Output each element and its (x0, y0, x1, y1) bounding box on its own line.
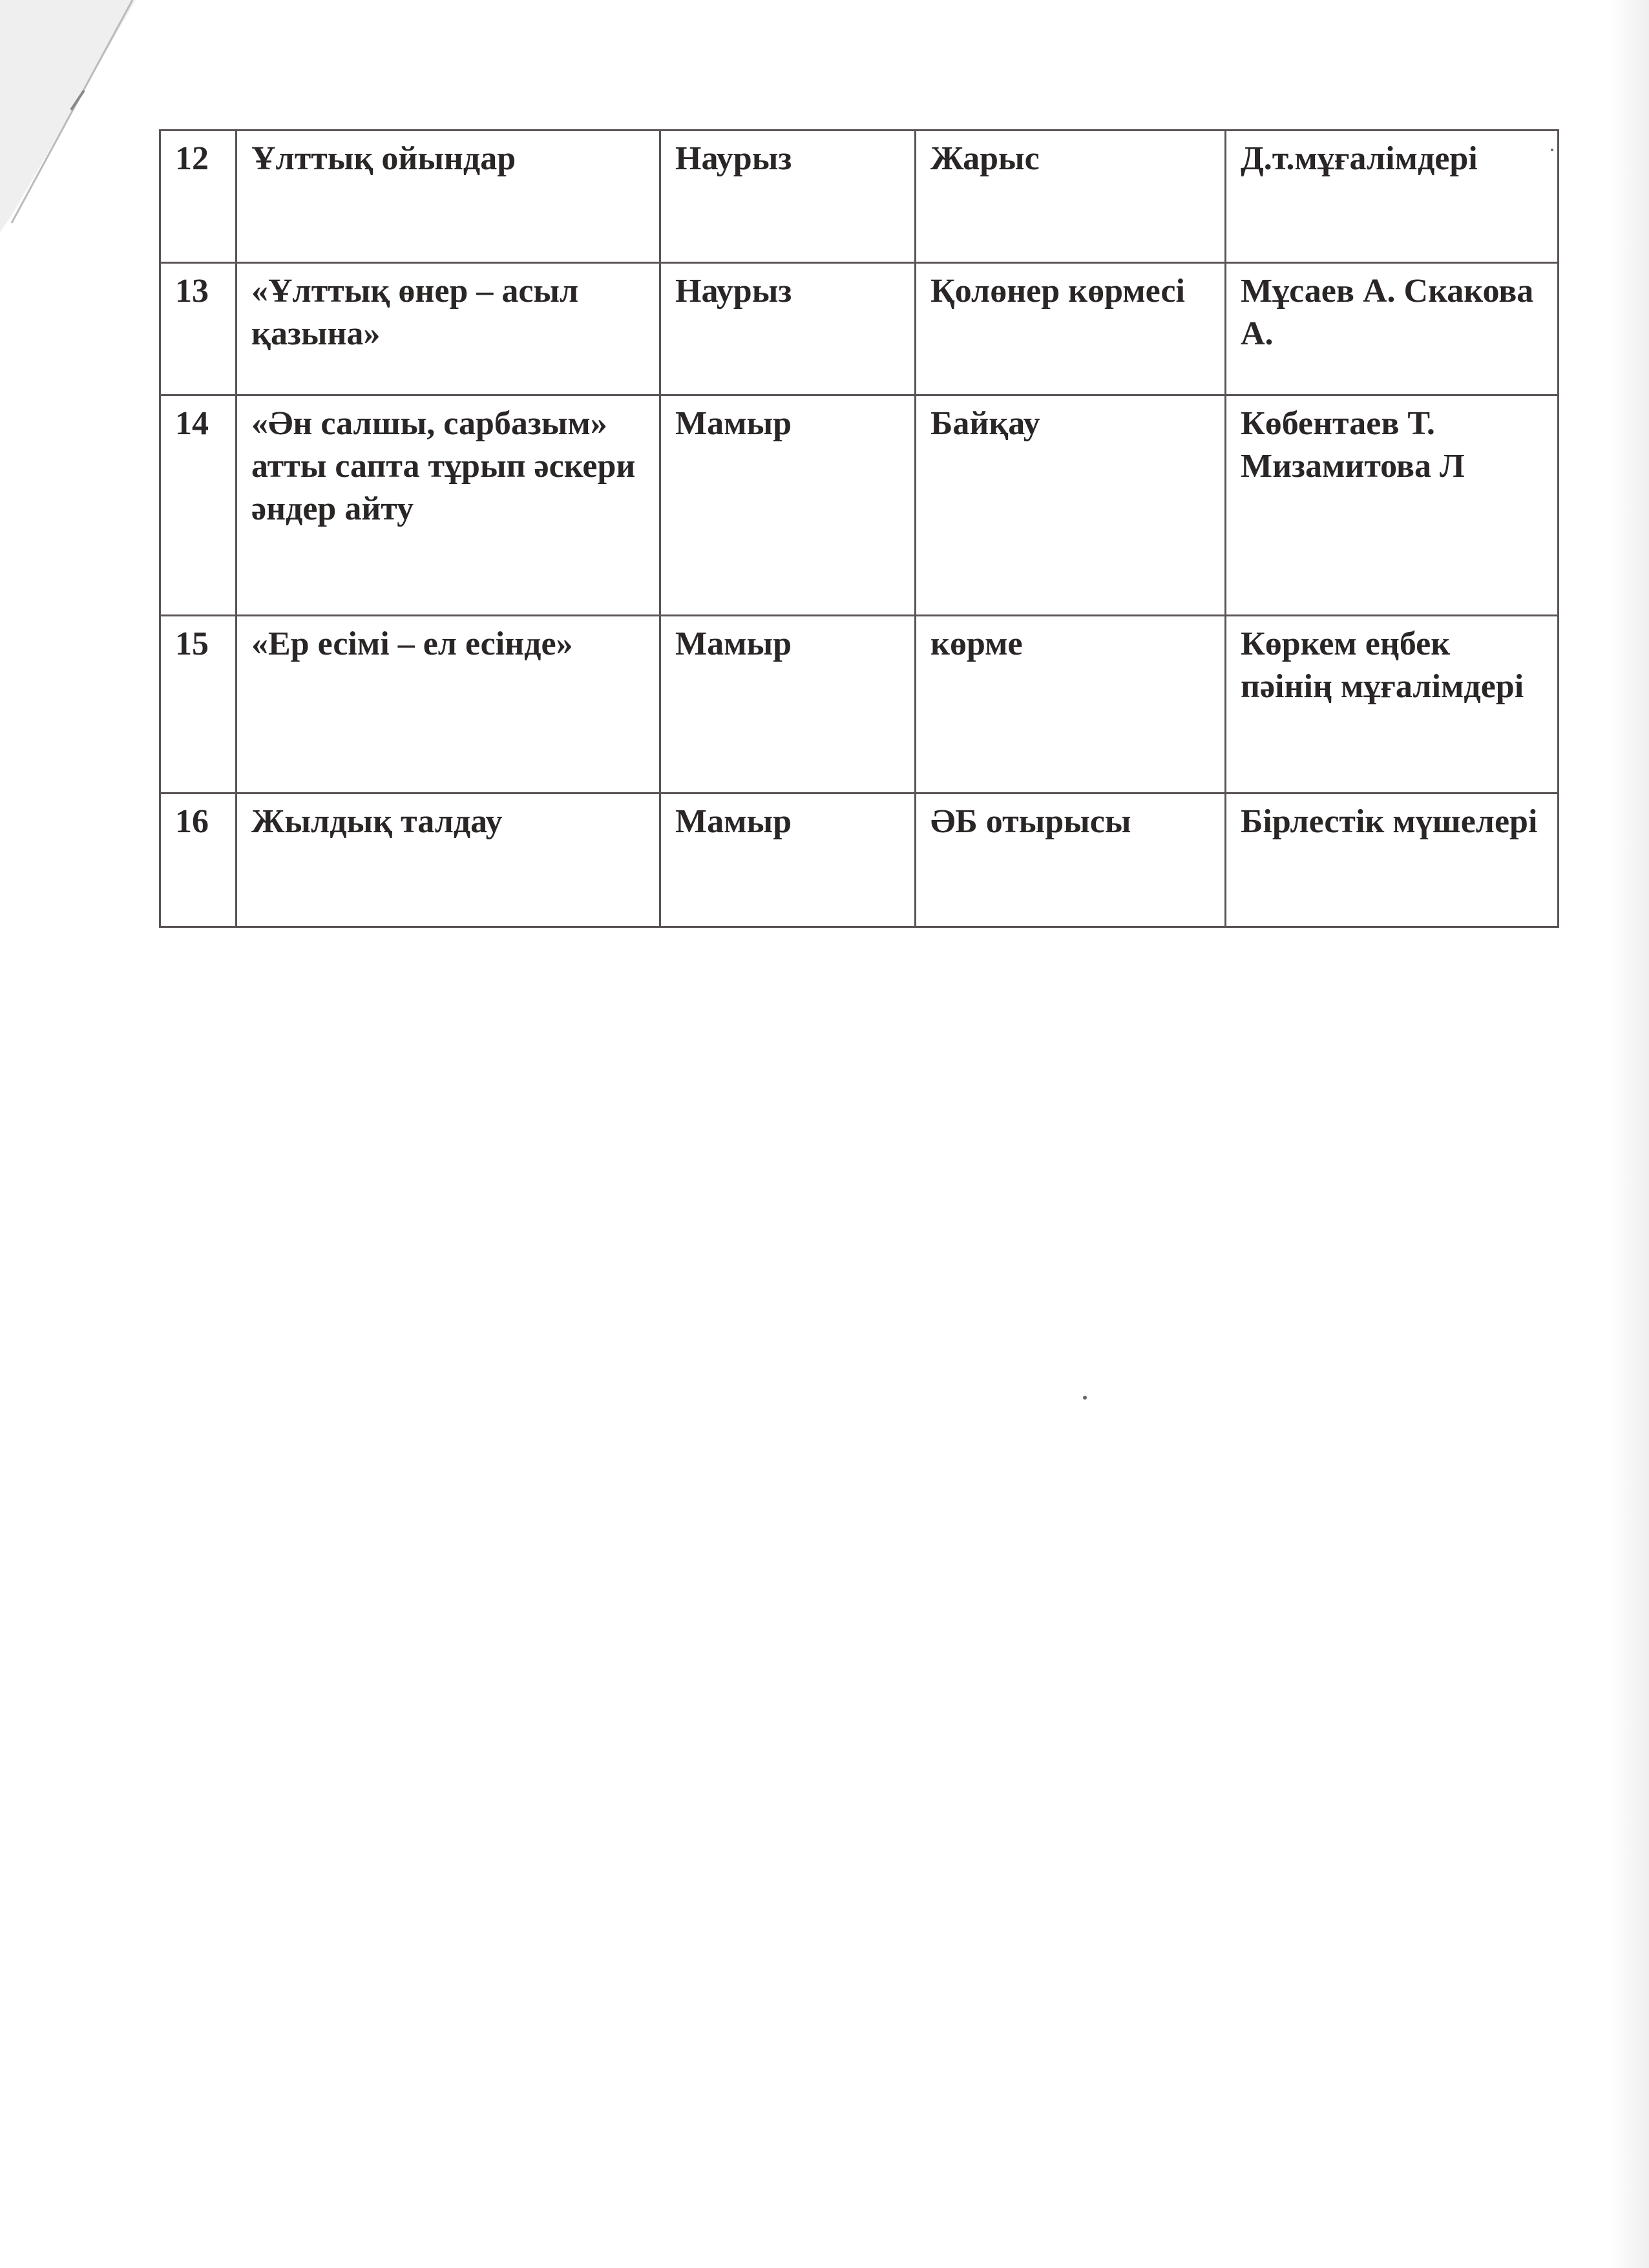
event-form: Қолөнер көрмесі (916, 263, 1226, 395)
scan-corner-shadow (0, 0, 168, 246)
event-form: Жарыс (916, 131, 1226, 263)
row-number: 13 (160, 263, 236, 395)
event-form: көрме (916, 616, 1226, 793)
scan-speck (1083, 1396, 1087, 1400)
event-responsible: Көбентаев Т. Мизамитова Л (1226, 395, 1559, 616)
event-topic: Жылдық талдау (236, 793, 660, 927)
event-responsible: Бірлестік мүшелері (1226, 793, 1559, 927)
row-number: 15 (160, 616, 236, 793)
event-month: Наурыз (660, 263, 916, 395)
event-responsible: Мұсаев А. Скакова А. (1226, 263, 1559, 395)
scan-edge-right (1610, 0, 1649, 2268)
event-month: Наурыз (660, 131, 916, 263)
table-row (160, 616, 1559, 793)
table-row (160, 263, 1559, 395)
event-topic: «Ер есімі – ел есінде» (236, 616, 660, 793)
event-topic: «Ән салшы, сарбазым» атты сапта тұрып әскери әндер айту (236, 395, 660, 616)
event-month: Мамыр (660, 793, 916, 927)
table-row (160, 793, 1559, 927)
event-form: ӘБ отырысы (916, 793, 1226, 927)
event-topic: «Ұлттық өнер – асыл қазына» (236, 263, 660, 395)
event-month: Мамыр (660, 395, 916, 616)
table-row (160, 395, 1559, 616)
scan-speck (1551, 149, 1553, 151)
event-form: Байқау (916, 395, 1226, 616)
row-number: 14 (160, 395, 236, 616)
table-row (160, 131, 1559, 263)
event-topic: Ұлттық ойындар (236, 131, 660, 263)
activity-plan-table (159, 129, 1559, 928)
event-responsible: Көркем еңбек пәінің мұғалімдері (1226, 616, 1559, 793)
event-month: Мамыр (660, 616, 916, 793)
row-number: 12 (160, 131, 236, 263)
row-number: 16 (160, 793, 236, 927)
event-responsible: Д.т.мұғалімдері (1226, 131, 1559, 263)
